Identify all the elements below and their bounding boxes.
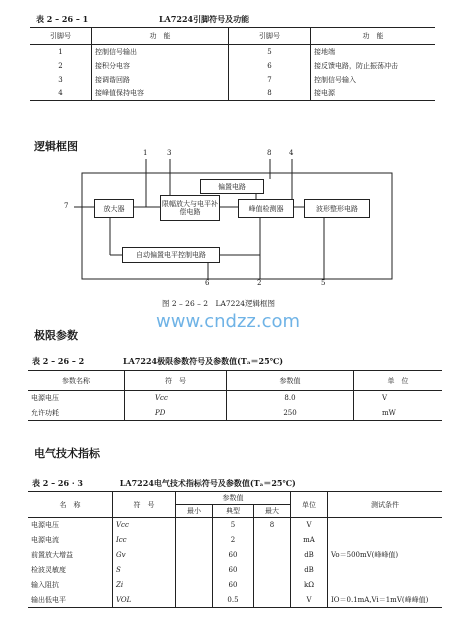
param-name-cell: 电源电压 xyxy=(28,391,125,406)
table-row xyxy=(28,593,442,608)
function-cell: 接积分电容 xyxy=(92,59,229,73)
col-pin: 引脚号 xyxy=(229,28,311,45)
col-pin: 引脚号 xyxy=(30,28,92,45)
table1-number: 表 2 – 26 – 1 xyxy=(36,14,89,24)
max-cell xyxy=(254,533,291,548)
symbol-cell: Icc xyxy=(113,533,176,548)
pin-cell: 6 xyxy=(229,59,311,73)
table1-title: LA7224引脚符号及功能 xyxy=(159,14,250,24)
pin-label: 3 xyxy=(167,149,172,157)
pin-label: 7 xyxy=(64,202,69,210)
pin-cell: 4 xyxy=(30,87,92,101)
max-cell xyxy=(254,593,291,608)
unit-cell: dB xyxy=(291,563,328,578)
name-cell: 电源电流 xyxy=(28,533,113,548)
col-function: 功 能 xyxy=(362,32,384,40)
col-min: 最小 xyxy=(176,505,213,518)
pin-cell: 7 xyxy=(229,73,311,87)
table-row xyxy=(30,73,435,87)
condition-cell: Vo＝500mV(峰峰值) xyxy=(331,551,399,559)
condition-cell: IO＝0.1mA,Vi＝1mV(峰峰值) xyxy=(331,595,429,604)
param-name-cell: 允许功耗 xyxy=(28,406,125,421)
symbol-cell: Zi xyxy=(113,578,176,593)
max-cell xyxy=(254,563,291,578)
col-params: 参数值 xyxy=(176,492,291,505)
min-cell xyxy=(176,578,213,593)
typ-cell: 60 xyxy=(213,578,254,593)
col-function: 功 能 xyxy=(92,28,229,45)
table-row xyxy=(28,391,442,406)
pin-label: 6 xyxy=(205,279,210,287)
name-cell: 输出低电平 xyxy=(28,593,113,608)
col-unit: 单 位 xyxy=(387,376,409,385)
function-cell: 接峰值保持电容 xyxy=(92,87,229,101)
name-cell: 检波灵敏度 xyxy=(28,563,113,578)
table-row xyxy=(30,45,435,59)
watermark-text: www.cndzz.com xyxy=(156,311,301,332)
condition-cell xyxy=(328,578,443,593)
figure-caption: 图 2 – 26 – 2 LA7224逻辑框图 xyxy=(162,299,275,308)
function-cell: 控制信号输出 xyxy=(92,45,229,59)
table-header-row xyxy=(30,28,435,45)
diagram-wires xyxy=(60,155,410,290)
pin-function-table xyxy=(30,27,435,101)
pin-cell: 5 xyxy=(229,45,311,59)
table-header-row xyxy=(28,492,442,505)
typ-cell: 5 xyxy=(213,518,254,533)
unit-cell: dB xyxy=(291,548,328,563)
max-cell xyxy=(254,548,291,563)
function-cell: 接调谐回路 xyxy=(92,73,229,87)
table2-caption xyxy=(32,356,283,367)
max-cell xyxy=(254,578,291,593)
electrical-heading: 电气技术指标 xyxy=(34,447,100,460)
pin-cell: 1 xyxy=(30,45,92,59)
function-cell: 接反馈电路，防止振荡冲击 xyxy=(314,61,398,70)
pin-cell: 3 xyxy=(30,73,92,87)
min-cell xyxy=(176,593,213,608)
unit-cell: mA xyxy=(291,533,328,548)
typ-cell: 60 xyxy=(213,548,254,563)
table3-caption xyxy=(32,478,296,489)
table2-title: LA7224极限参数符号及参数值(Tₐ＝25℃) xyxy=(123,356,284,366)
pin-label: 2 xyxy=(257,279,262,287)
symbol-cell: S xyxy=(113,563,176,578)
bias-circuit-block: 偏置电路 xyxy=(200,179,264,194)
condition-cell xyxy=(328,533,443,548)
col-max: 最大 xyxy=(254,505,291,518)
pin-cell: 2 xyxy=(30,59,92,73)
symbol-cell: PD xyxy=(125,406,227,421)
value-cell: 250 xyxy=(227,406,354,421)
table-row xyxy=(30,87,435,101)
pin-label: 4 xyxy=(289,149,294,157)
min-cell xyxy=(176,548,213,563)
pin-cell: 8 xyxy=(229,87,311,101)
typ-cell: 2 xyxy=(213,533,254,548)
min-cell xyxy=(176,518,213,533)
table-header-row xyxy=(28,371,442,391)
symbol-cell: Gv xyxy=(113,548,176,563)
table-row xyxy=(28,518,442,533)
col-unit: 单位 xyxy=(291,492,328,518)
table-row xyxy=(28,548,442,563)
col-symbol: 符 号 xyxy=(113,492,176,518)
agc-block: 自动偏置电平控制电路 xyxy=(122,247,220,263)
col-test-conditions: 测试条件 xyxy=(328,492,443,518)
name-cell: 输入阻抗 xyxy=(28,578,113,593)
value-cell: 8.0 xyxy=(227,391,354,406)
min-cell xyxy=(176,563,213,578)
table3-number: 表 2 – 26 · 3 xyxy=(32,478,83,488)
table-row xyxy=(28,578,442,593)
function-cell: 接电源 xyxy=(314,89,335,98)
unit-cell: V xyxy=(291,593,328,608)
col-name: 名 称 xyxy=(28,492,113,518)
amplifier-block: 放大器 xyxy=(94,199,134,218)
pin-label: 5 xyxy=(321,279,326,287)
min-cell xyxy=(176,533,213,548)
symbol-cell: Vcc xyxy=(113,518,176,533)
electrical-specs-table xyxy=(28,491,442,608)
max-cell: 8 xyxy=(254,518,291,533)
function-cell: 控制信号输入 xyxy=(314,75,356,84)
peak-detector-block: 峰值检测器 xyxy=(238,199,294,218)
table-row xyxy=(28,406,442,421)
unit-cell: kΩ xyxy=(291,578,328,593)
unit-cell: V xyxy=(291,518,328,533)
typ-cell: 0.5 xyxy=(213,593,254,608)
col-param-name: 参数名称 xyxy=(28,371,125,391)
logic-block-diagram xyxy=(60,149,410,290)
pin-label: 8 xyxy=(267,149,272,157)
symbol-cell: VOL xyxy=(113,593,176,608)
table2-number: 表 2 – 26 – 2 xyxy=(32,356,85,366)
condition-cell xyxy=(328,518,443,533)
waveform-shaper-block: 波形整形电路 xyxy=(304,199,370,218)
condition-cell xyxy=(328,563,443,578)
symbol-cell: Vcc xyxy=(125,391,227,406)
name-cell: 前置放大增益 xyxy=(28,548,113,563)
table1-caption xyxy=(36,14,249,25)
pin-label: 1 xyxy=(143,149,148,157)
name-cell: 电源电压 xyxy=(28,518,113,533)
limit-heading: 极限参数 xyxy=(34,329,78,342)
table-row xyxy=(30,59,435,73)
limiter-block: 限幅放大与电平补偿电路 xyxy=(160,195,220,221)
table-row xyxy=(28,563,442,578)
typ-cell: 60 xyxy=(213,563,254,578)
table-row xyxy=(28,533,442,548)
logic-diagram-heading: 逻辑框图 xyxy=(34,140,78,153)
unit-cell: mW xyxy=(382,408,396,417)
function-cell: 接地端 xyxy=(314,47,335,56)
col-symbol: 符 号 xyxy=(125,371,227,391)
col-typ: 典型 xyxy=(213,505,254,518)
col-value: 参数值 xyxy=(227,371,354,391)
unit-cell: V xyxy=(382,394,388,403)
limit-params-table xyxy=(28,370,442,421)
table3-title: LA7224电气技术指标符号及参数值(Tₐ＝25℃) xyxy=(119,478,296,488)
